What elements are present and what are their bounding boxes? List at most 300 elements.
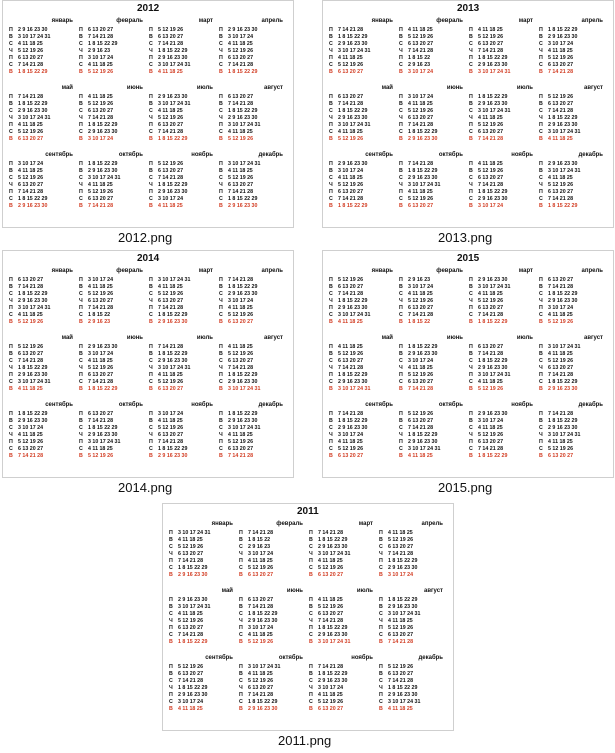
- day-numbers: 5 12 19 26: [158, 27, 184, 33]
- file-caption[interactable]: 2014.png: [118, 480, 173, 495]
- day-numbers: 3 10 17 24: [88, 351, 114, 357]
- day-numbers: 1 8 15 22 29: [548, 27, 578, 33]
- day-numbers: 5 12 19 26: [228, 48, 254, 54]
- weekday-letter: С: [219, 446, 223, 452]
- day-numbers: 1 8 15 22 29: [228, 196, 258, 202]
- day-numbers: 2 9 16 23 30: [338, 115, 368, 121]
- weekday-letter: С: [79, 196, 83, 202]
- day-numbers: 2 9 16 23 30: [338, 379, 368, 385]
- day-numbers: 7 14 21 28: [18, 62, 44, 68]
- weekday-letter: П: [539, 411, 543, 417]
- day-numbers: 1 8 15 22 29: [178, 565, 208, 571]
- weekday-letter: П: [539, 305, 543, 311]
- day-numbers: 6 13 20 27: [478, 305, 504, 311]
- weekday-letter: С: [539, 312, 543, 318]
- weekday-letter: В: [219, 418, 223, 424]
- day-numbers: 7 14 21 28: [158, 129, 184, 135]
- weekday-letter: П: [79, 305, 83, 311]
- day-numbers: 3 10 17 24: [408, 284, 434, 290]
- weekday-letter: П: [9, 439, 13, 445]
- weekday-letter: С: [329, 312, 333, 318]
- weekday-letter: С: [149, 108, 153, 114]
- weekday-letter: В: [329, 351, 333, 357]
- weekday-letter: В: [219, 69, 223, 75]
- day-numbers: 3 10 17 24: [248, 551, 274, 557]
- weekday-letter: В: [79, 34, 83, 40]
- weekday-letter: П: [9, 277, 13, 283]
- month-name: июль: [196, 85, 213, 91]
- weekday-letter: П: [329, 94, 333, 100]
- weekday-letter: П: [149, 27, 153, 33]
- weekday-letter: Ч: [9, 115, 13, 121]
- weekday-letter: П: [9, 122, 13, 128]
- day-numbers: 2 9 16 23 30: [478, 365, 508, 371]
- weekday-letter: П: [219, 122, 223, 128]
- day-numbers: 6 13 20 27: [318, 706, 344, 712]
- day-numbers: 5 12 19 26: [158, 379, 184, 385]
- day-numbers: 5 12 19 26: [408, 372, 434, 378]
- month-block: [539, 17, 609, 83]
- month-name: январь: [371, 268, 393, 274]
- day-numbers: 7 14 21 28: [158, 305, 184, 311]
- weekday-letter: В: [239, 572, 243, 578]
- thumbnail-2015[interactable]: [322, 250, 614, 495]
- weekday-letter: В: [379, 639, 383, 645]
- month-name: апрель: [581, 18, 603, 24]
- weekday-letter: С: [539, 62, 543, 68]
- weekday-letter: Ч: [219, 182, 223, 188]
- weekday-letter: С: [399, 108, 403, 114]
- weekday-letter: С: [9, 62, 13, 68]
- month-name: март: [198, 268, 213, 274]
- month-name: апрель: [581, 268, 603, 274]
- day-numbers: 4 11 18 25: [88, 446, 113, 452]
- weekday-letter: С: [469, 108, 473, 114]
- weekday-letter: Ч: [79, 432, 83, 438]
- day-numbers: 1 8 15 22: [408, 319, 431, 325]
- day-numbers: 4 11 18 25: [228, 432, 253, 438]
- weekday-letter: П: [309, 664, 313, 670]
- weekday-letter: В: [309, 671, 313, 677]
- weekday-letter: П: [469, 189, 473, 195]
- weekday-letter: С: [329, 358, 333, 364]
- day-numbers: 4 11 18 25: [248, 558, 273, 564]
- weekday-letter: П: [329, 161, 333, 167]
- day-numbers: 1 8 15 22 29: [478, 55, 508, 61]
- day-numbers: 6 13 20 27: [318, 611, 344, 617]
- day-numbers: 7 14 21 28: [408, 425, 434, 431]
- weekday-letter: С: [219, 358, 223, 364]
- day-numbers: 6 13 20 27: [228, 446, 254, 452]
- day-numbers: 5 12 19 26: [158, 291, 184, 297]
- weekday-letter: С: [239, 611, 243, 617]
- weekday-letter: В: [329, 101, 333, 107]
- day-numbers: 3 10 17 24 31: [178, 530, 211, 536]
- day-numbers: 4 11 18 25: [338, 439, 363, 445]
- weekday-letter: В: [469, 34, 473, 40]
- weekday-letter: П: [329, 27, 333, 33]
- month-name: декабрь: [578, 152, 603, 158]
- day-numbers: 5 12 19 26: [228, 312, 254, 318]
- month-name: март: [518, 18, 533, 24]
- weekday-letter: В: [539, 136, 543, 142]
- weekday-letter: С: [329, 291, 333, 297]
- thumbnail-2014[interactable]: [2, 250, 294, 495]
- weekday-letter: С: [9, 41, 13, 47]
- month-name: февраль: [436, 18, 463, 24]
- weekday-letter: П: [239, 597, 243, 603]
- day-numbers: 1 8 15 22 29: [178, 639, 208, 645]
- month-block: [379, 654, 449, 720]
- day-numbers: 2 9 16 23 30: [178, 597, 208, 603]
- day-numbers: 3 10 17 24: [408, 358, 434, 364]
- weekday-letter: В: [169, 706, 173, 712]
- weekday-letter: В: [9, 386, 13, 392]
- weekday-letter: В: [149, 168, 153, 174]
- weekday-letter: П: [9, 344, 13, 350]
- day-numbers: 7 14 21 28: [388, 551, 414, 557]
- weekday-letter: В: [239, 639, 243, 645]
- weekday-letter: С: [309, 678, 313, 684]
- month-block: [309, 654, 379, 720]
- month-name: январь: [51, 18, 73, 24]
- weekday-letter: С: [329, 446, 333, 452]
- weekday-letter: С: [239, 678, 243, 684]
- weekday-letter: С: [149, 62, 153, 68]
- day-numbers: 5 12 19 26: [408, 411, 434, 417]
- day-numbers: 3 10 17 24: [548, 41, 574, 47]
- weekday-letter: В: [329, 136, 333, 142]
- weekday-letter: В: [219, 351, 223, 357]
- day-numbers: 7 14 21 28: [88, 305, 114, 311]
- month-block: [329, 151, 399, 217]
- weekday-letter: Ч: [309, 551, 313, 557]
- day-numbers: 4 11 18 25: [408, 27, 433, 33]
- day-numbers: 1 8 15 22 29: [408, 129, 438, 135]
- weekday-letter: С: [539, 175, 543, 181]
- day-numbers: 5 12 19 26: [338, 446, 364, 452]
- day-numbers: 7 14 21 28: [158, 344, 184, 350]
- day-numbers: 2 9 16 23: [88, 319, 111, 325]
- weekday-letter: Ч: [539, 298, 543, 304]
- day-numbers: 5 12 19 26: [178, 544, 204, 550]
- weekday-letter: В: [79, 351, 83, 357]
- day-numbers: 4 11 18 25: [478, 291, 503, 297]
- day-numbers: 4 11 18 25: [248, 632, 273, 638]
- weekday-letter: В: [169, 671, 173, 677]
- weekday-letter: Ч: [329, 182, 333, 188]
- day-numbers: 4 11 18 25: [88, 358, 113, 364]
- day-numbers: 4 11 18 25: [388, 530, 413, 536]
- file-caption[interactable]: 2012.png: [118, 230, 173, 245]
- day-numbers: 7 14 21 28: [318, 530, 344, 536]
- month-block: [399, 84, 469, 150]
- weekday-letter: П: [79, 439, 83, 445]
- month-block: [9, 84, 79, 150]
- day-numbers: 6 13 20 27: [178, 671, 204, 677]
- month-block: [469, 267, 539, 333]
- day-numbers: 2 9 16 23 30: [408, 175, 438, 181]
- month-block: [239, 520, 309, 586]
- weekday-letter: П: [219, 277, 223, 283]
- weekday-letter: Ч: [169, 551, 173, 557]
- weekday-letter: П: [539, 161, 543, 167]
- day-numbers: 7 14 21 28: [478, 182, 504, 188]
- weekday-letter: Ч: [79, 298, 83, 304]
- day-numbers: 4 11 18 25: [408, 365, 433, 371]
- weekday-letter: С: [79, 425, 83, 431]
- day-numbers: 4 11 18 25: [338, 129, 363, 135]
- day-numbers: 5 12 19 26: [478, 432, 504, 438]
- weekday-letter: С: [469, 291, 473, 297]
- day-numbers: 1 8 15 22 29: [228, 284, 258, 290]
- day-numbers: 7 14 21 28: [18, 453, 44, 459]
- weekday-letter: С: [399, 358, 403, 364]
- weekday-letter: В: [9, 34, 13, 40]
- file-caption[interactable]: 2013.png: [438, 230, 493, 245]
- weekday-letter: П: [539, 189, 543, 195]
- file-caption[interactable]: 2015.png: [438, 480, 493, 495]
- day-numbers: 5 12 19 26: [318, 565, 344, 571]
- thumbnail-2012[interactable]: [2, 0, 294, 245]
- day-numbers: 7 14 21 28: [318, 618, 344, 624]
- weekday-letter: В: [469, 203, 473, 209]
- day-numbers: 7 14 21 28: [248, 530, 274, 536]
- day-numbers: 2 9 16 23 30: [548, 386, 578, 392]
- weekday-letter: В: [399, 203, 403, 209]
- day-numbers: 1 8 15 22 29: [228, 69, 258, 75]
- day-numbers: 7 14 21 28: [548, 284, 574, 290]
- weekday-letter: С: [149, 129, 153, 135]
- day-numbers: 4 11 18 25: [158, 372, 183, 378]
- day-numbers: 4 11 18 25: [338, 175, 363, 181]
- day-numbers: 3 10 17 24: [338, 168, 364, 174]
- day-numbers: 2 9 16 23 30: [18, 418, 48, 424]
- month-name: ноябрь: [511, 152, 533, 158]
- day-numbers: 1 8 15 22 29: [18, 291, 48, 297]
- weekday-letter: С: [379, 699, 383, 705]
- day-numbers: 3 10 17 24: [408, 69, 434, 75]
- weekday-letter: В: [539, 351, 543, 357]
- month-block: [329, 84, 399, 150]
- day-numbers: 1 8 15 22 29: [478, 358, 508, 364]
- day-numbers: 1 8 15 22 29: [158, 182, 188, 188]
- weekday-letter: П: [309, 558, 313, 564]
- weekday-letter: Ч: [219, 432, 223, 438]
- weekday-letter: П: [149, 411, 153, 417]
- day-numbers: 3 10 17 24: [318, 685, 344, 691]
- day-numbers: 3 10 17 24 31: [548, 344, 581, 350]
- day-numbers: 2 9 16 23 30: [88, 168, 118, 174]
- weekday-letter: Ч: [169, 685, 173, 691]
- weekday-letter: П: [79, 122, 83, 128]
- weekday-letter: В: [379, 706, 383, 712]
- day-numbers: 3 10 17 24: [548, 305, 574, 311]
- year-title: 2011: [297, 506, 319, 517]
- weekday-letter: С: [79, 446, 83, 452]
- weekday-letter: В: [399, 453, 403, 459]
- weekday-letter: П: [239, 530, 243, 536]
- day-numbers: 6 13 20 27: [408, 418, 434, 424]
- day-numbers: 7 14 21 28: [338, 411, 364, 417]
- day-numbers: 3 10 17 24 31: [548, 129, 581, 135]
- day-numbers: 6 13 20 27: [158, 168, 184, 174]
- weekday-letter: В: [219, 453, 223, 459]
- weekday-letter: Ч: [469, 432, 473, 438]
- day-numbers: 3 10 17 24 31: [408, 182, 441, 188]
- weekday-letter: П: [169, 625, 173, 631]
- weekday-letter: С: [149, 446, 153, 452]
- day-numbers: 5 12 19 26: [158, 161, 184, 167]
- day-numbers: 4 11 18 25: [178, 706, 203, 712]
- weekday-letter: С: [239, 699, 243, 705]
- month-block: [329, 17, 399, 83]
- weekday-letter: С: [469, 129, 473, 135]
- thumbnail-2011[interactable]: [162, 503, 454, 753]
- day-numbers: 7 14 21 28: [88, 34, 114, 40]
- weekday-letter: В: [149, 386, 153, 392]
- year-title: 2015: [457, 253, 480, 264]
- weekday-letter: С: [539, 129, 543, 135]
- weekday-letter: Ч: [399, 115, 403, 121]
- month-block: [399, 17, 469, 83]
- day-numbers: 2 9 16 23 30: [88, 432, 118, 438]
- day-numbers: 5 12 19 26: [88, 453, 114, 459]
- day-numbers: 1 8 15 22 29: [478, 189, 508, 195]
- weekday-letter: П: [399, 94, 403, 100]
- day-numbers: 2 9 16 23 30: [18, 203, 48, 209]
- month-name: апрель: [421, 521, 443, 527]
- weekday-letter: П: [399, 27, 403, 33]
- day-numbers: 1 8 15 22 29: [388, 685, 418, 691]
- weekday-letter: С: [9, 379, 13, 385]
- day-numbers: 5 12 19 26: [408, 298, 434, 304]
- weekday-letter: П: [309, 597, 313, 603]
- weekday-letter: В: [219, 284, 223, 290]
- calendar-image: [162, 503, 454, 731]
- day-numbers: 6 13 20 27: [228, 358, 254, 364]
- day-numbers: 2 9 16 23 30: [388, 604, 418, 610]
- month-block: [79, 334, 149, 400]
- day-numbers: 4 11 18 25: [18, 122, 43, 128]
- month-name: октябрь: [438, 402, 463, 408]
- weekday-letter: П: [149, 305, 153, 311]
- weekday-letter: П: [379, 692, 383, 698]
- day-numbers: 4 11 18 25: [88, 62, 113, 68]
- day-numbers: 6 13 20 27: [228, 319, 254, 325]
- day-numbers: 5 12 19 26: [178, 618, 204, 624]
- weekday-letter: В: [9, 69, 13, 75]
- weekday-letter: Ч: [539, 115, 543, 121]
- day-numbers: 7 14 21 28: [388, 639, 414, 645]
- weekday-letter: В: [9, 284, 13, 290]
- weekday-letter: С: [539, 196, 543, 202]
- day-numbers: 7 14 21 28: [18, 94, 44, 100]
- month-block: [9, 334, 79, 400]
- day-numbers: 5 12 19 26: [548, 182, 574, 188]
- day-numbers: 6 13 20 27: [388, 671, 414, 677]
- day-numbers: 1 8 15 22: [88, 312, 111, 318]
- day-numbers: 6 13 20 27: [18, 446, 44, 452]
- weekday-letter: С: [149, 175, 153, 181]
- day-numbers: 3 10 17 24 31: [88, 175, 121, 181]
- day-numbers: 3 10 17 24: [228, 298, 254, 304]
- day-numbers: 5 12 19 26: [388, 625, 414, 631]
- day-numbers: 1 8 15 22 29: [158, 446, 188, 452]
- day-numbers: 2 9 16 23 30: [548, 161, 578, 167]
- day-numbers: 7 14 21 28: [88, 379, 114, 385]
- day-numbers: 4 11 18 25: [88, 94, 113, 100]
- day-numbers: 2 9 16 23 30: [478, 277, 508, 283]
- weekday-letter: П: [79, 94, 83, 100]
- weekday-letter: В: [169, 639, 173, 645]
- weekday-letter: П: [379, 597, 383, 603]
- month-block: [9, 401, 79, 467]
- day-numbers: 1 8 15 22: [248, 537, 271, 543]
- weekday-letter: В: [149, 34, 153, 40]
- day-numbers: 1 8 15 22 29: [408, 168, 438, 174]
- day-numbers: 2 9 16 23: [248, 544, 271, 550]
- weekday-letter: С: [219, 425, 223, 431]
- weekday-letter: С: [309, 565, 313, 571]
- day-numbers: 2 9 16 23 30: [338, 305, 368, 311]
- weekday-letter: В: [399, 284, 403, 290]
- weekday-letter: С: [469, 358, 473, 364]
- day-numbers: 5 12 19 26: [388, 664, 414, 670]
- weekday-letter: С: [239, 632, 243, 638]
- weekday-letter: Ч: [9, 298, 13, 304]
- weekday-letter: П: [469, 411, 473, 417]
- weekday-letter: С: [399, 425, 403, 431]
- weekday-letter: С: [329, 175, 333, 181]
- day-numbers: 2 9 16 23 30: [158, 319, 188, 325]
- weekday-letter: Ч: [169, 618, 173, 624]
- month-name: январь: [51, 268, 73, 274]
- day-numbers: 5 12 19 26: [478, 386, 504, 392]
- day-numbers: 7 14 21 28: [478, 136, 504, 142]
- thumbnail-2013[interactable]: [322, 0, 614, 245]
- day-numbers: 6 13 20 27: [548, 453, 574, 459]
- day-numbers: 1 8 15 22 29: [88, 386, 118, 392]
- day-numbers: 5 12 19 26: [88, 291, 114, 297]
- weekday-letter: В: [469, 136, 473, 142]
- weekday-letter: П: [399, 411, 403, 417]
- weekday-letter: Ч: [379, 685, 383, 691]
- month-block: [469, 84, 539, 150]
- weekday-letter: П: [539, 344, 543, 350]
- weekday-letter: Ч: [539, 182, 543, 188]
- month-name: август: [264, 85, 283, 91]
- month-name: январь: [371, 18, 393, 24]
- day-numbers: 5 12 19 26: [88, 365, 114, 371]
- month-block: [329, 267, 399, 333]
- weekday-letter: Ч: [329, 365, 333, 371]
- weekday-letter: Ч: [79, 115, 83, 121]
- day-numbers: 1 8 15 22 29: [318, 671, 348, 677]
- weekday-letter: Ч: [149, 48, 153, 54]
- calendar-image: [322, 250, 614, 478]
- file-caption[interactable]: 2011.png: [278, 733, 332, 748]
- weekday-letter: П: [329, 439, 333, 445]
- day-numbers: 3 10 17 24 31: [178, 604, 211, 610]
- month-name: ноябрь: [191, 402, 213, 408]
- weekday-letter: П: [309, 530, 313, 536]
- weekday-letter: С: [169, 632, 173, 638]
- day-numbers: 4 11 18 25: [338, 319, 363, 325]
- weekday-letter: С: [9, 446, 13, 452]
- weekday-letter: П: [149, 55, 153, 61]
- day-numbers: 6 13 20 27: [178, 551, 204, 557]
